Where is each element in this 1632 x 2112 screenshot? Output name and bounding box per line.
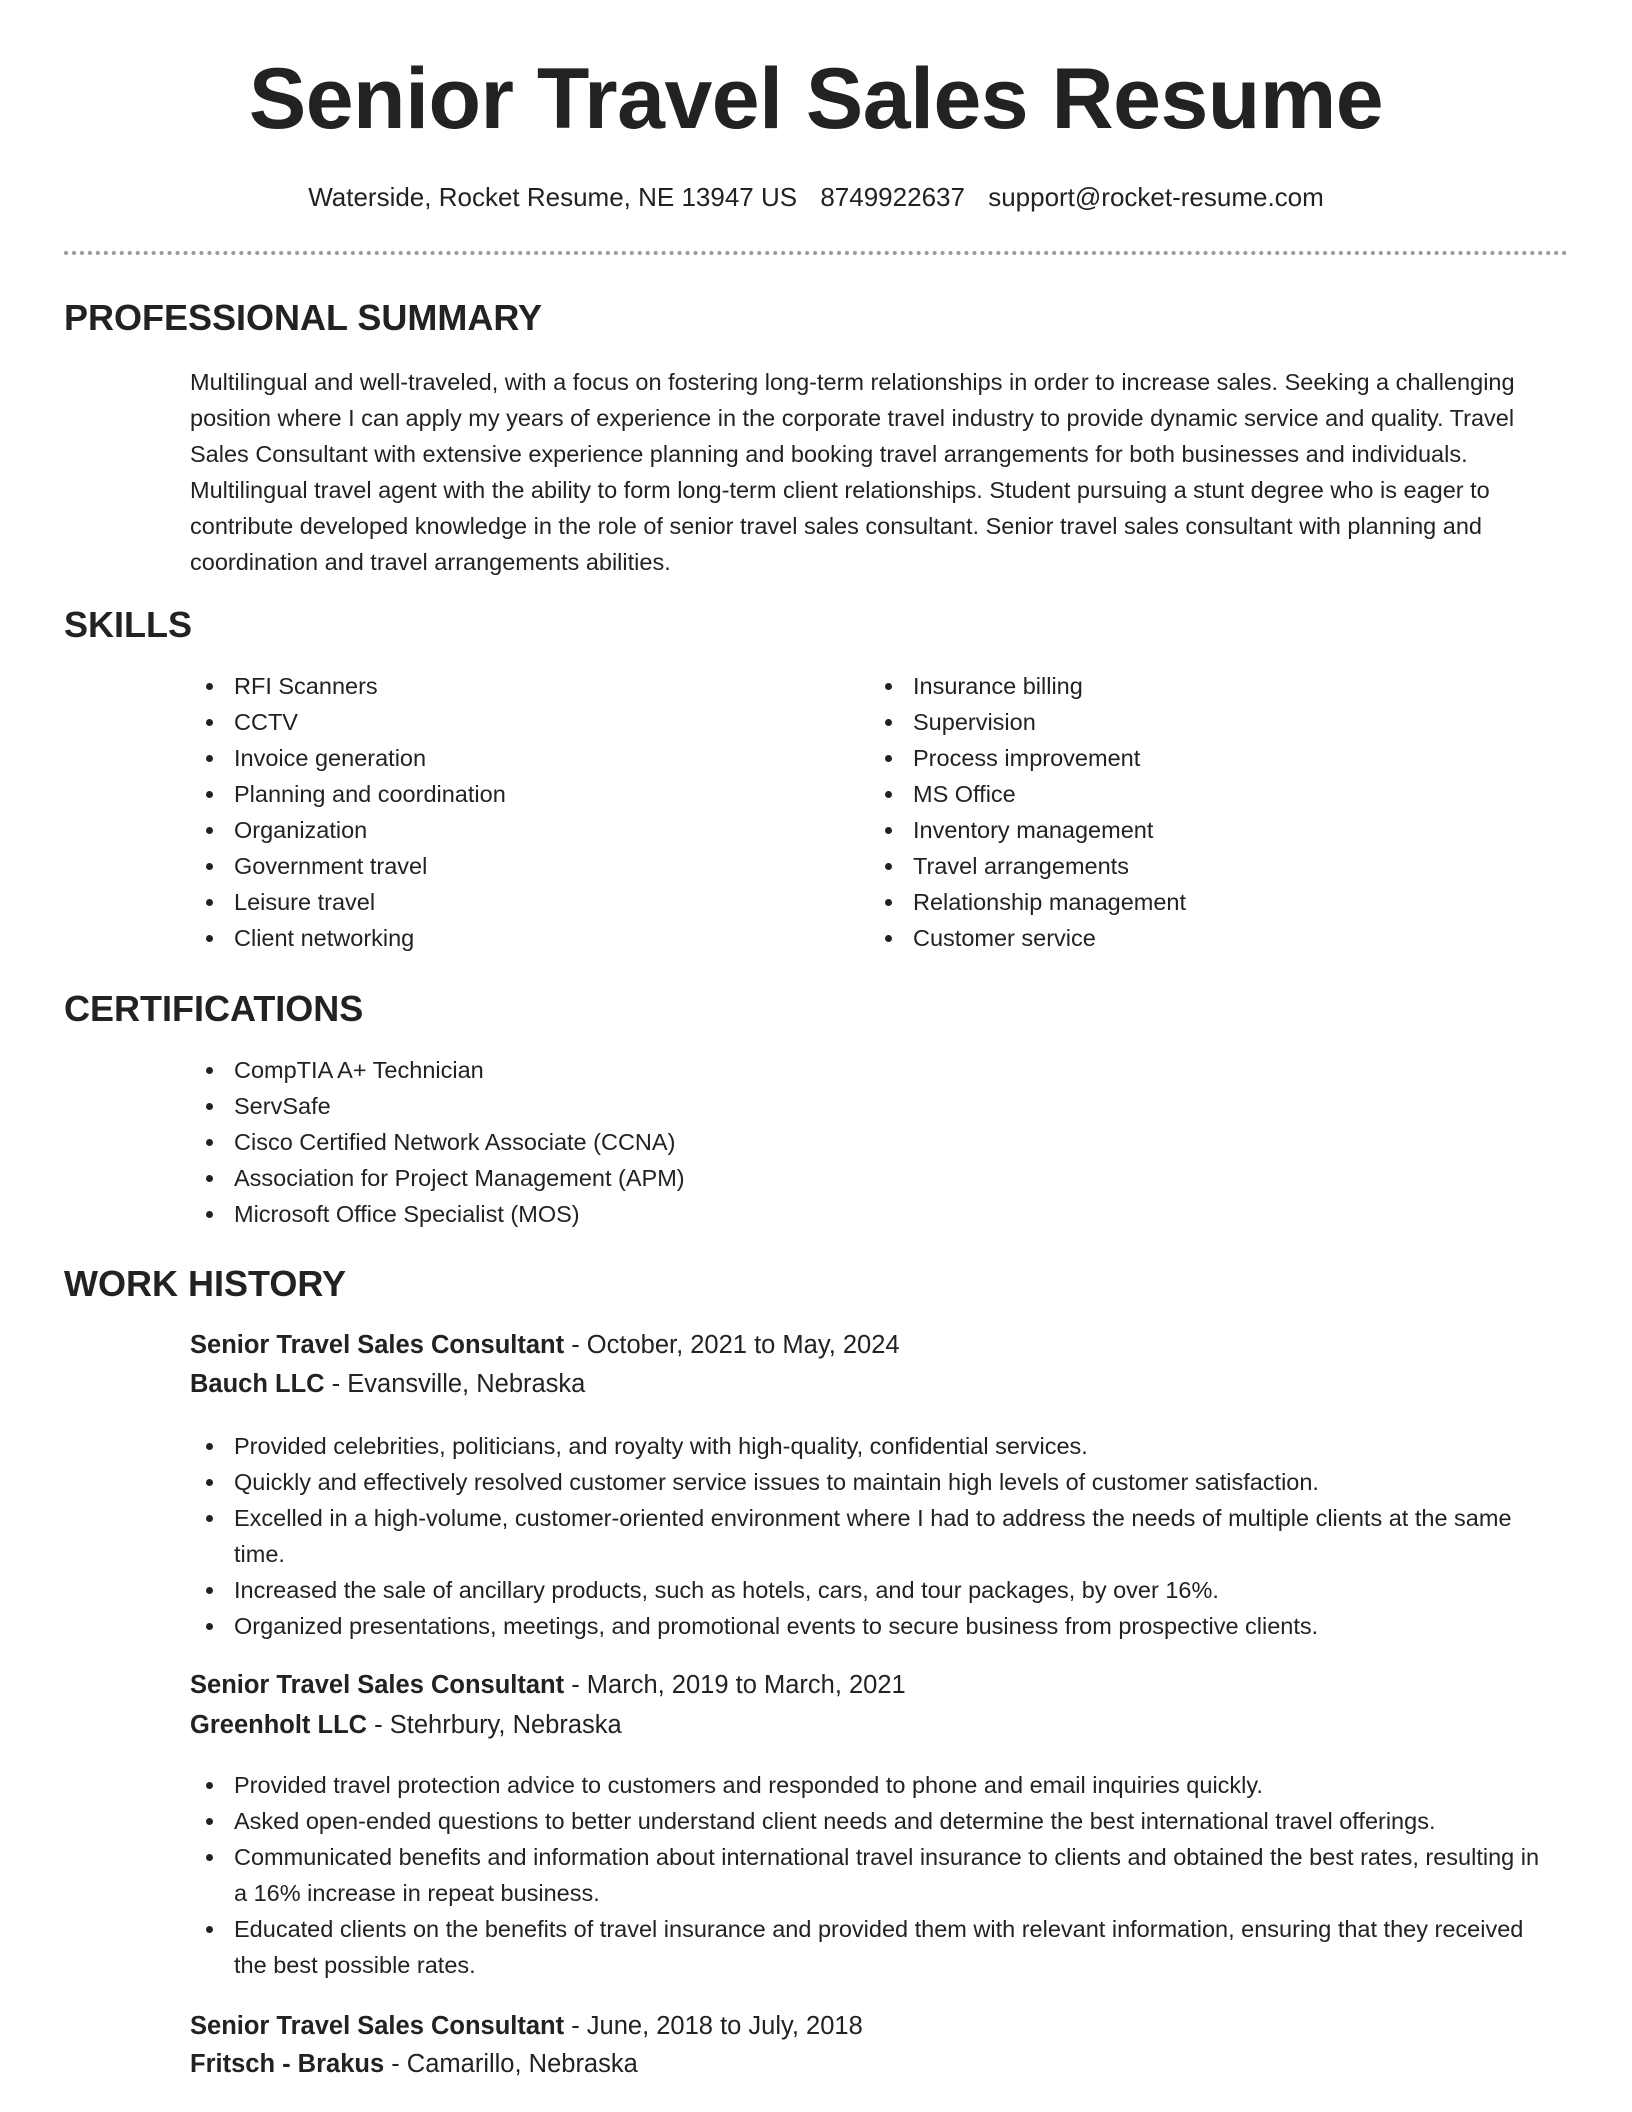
job-company: Bauch LLC <box>190 1370 325 1398</box>
header-divider <box>64 251 1568 255</box>
job-title-line <box>190 2007 863 2045</box>
job-company: Greenholt LLC <box>190 1711 368 1739</box>
job-dates: - October, 2021 to May, 2024 <box>564 1331 900 1359</box>
skill-item: Inventory management <box>869 812 1519 848</box>
certification-item: ServSafe <box>190 1088 1490 1124</box>
job-bullet: Provided celebrities, politicians, and royalty with high-quality, confidential services. <box>190 1428 1550 1464</box>
job-title-line <box>190 1666 906 1704</box>
job-company-line <box>190 1365 585 1403</box>
job-bullets <box>190 1767 1550 1983</box>
skills-list-right <box>869 668 1519 956</box>
skill-item: CCTV <box>190 704 840 740</box>
job-company: Fritsch - Brakus <box>190 2050 385 2078</box>
work-history-heading: WORK HISTORY <box>64 1263 347 1304</box>
job-company-line <box>190 1706 622 1744</box>
contact-line <box>0 182 1632 213</box>
job-location: - Evansville, Nebraska <box>324 1370 586 1398</box>
certification-item: Microsoft Office Specialist (MOS) <box>190 1196 1490 1232</box>
job-location: - Camarillo, Nebraska <box>384 2050 638 2078</box>
job-dates: - June, 2018 to July, 2018 <box>564 2012 863 2040</box>
skills-heading: SKILLS <box>64 604 193 645</box>
certification-item: Cisco Certified Network Associate (CCNA) <box>190 1124 1490 1160</box>
job-bullet: Asked open-ended questions to better understand client needs and determine the best international travel offerings. <box>190 1803 1550 1839</box>
job-title: Senior Travel Sales Consultant <box>190 1671 565 1699</box>
skill-item: Travel arrangements <box>869 848 1519 884</box>
job-location: - Stehrbury, Nebraska <box>367 1711 622 1739</box>
skills-list-left <box>190 668 840 956</box>
job-bullet: Increased the sale of ancillary products, such as hotels, cars, and tour packages, by over 16%. <box>190 1572 1550 1608</box>
contact-email: support@rocket-resume.com <box>988 182 1324 212</box>
job-bullet: Quickly and effectively resolved customer service issues to maintain high levels of customer satisfaction. <box>190 1464 1550 1500</box>
job-title: Senior Travel Sales Consultant <box>190 2012 565 2040</box>
resume-title: Senior Travel Sales Resume <box>248 51 1384 147</box>
job-bullet: Organized presentations, meetings, and promotional events to secure business from prospective clients. <box>190 1608 1550 1644</box>
certifications-heading: CERTIFICATIONS <box>64 988 364 1029</box>
skill-item: Organization <box>190 812 840 848</box>
job-title: Senior Travel Sales Consultant <box>190 1331 565 1359</box>
job-company-line <box>190 2045 638 2083</box>
certification-item: Association for Project Management (APM) <box>190 1160 1490 1196</box>
contact-phone: 8749922637 <box>820 182 965 212</box>
skill-item: Planning and coordination <box>190 776 840 812</box>
skill-item: Supervision <box>869 704 1519 740</box>
job-bullets <box>190 1428 1550 1644</box>
job-bullet: Educated clients on the benefits of travel insurance and provided them with relevant information, ensuring that they received the best possible rates. <box>190 1911 1550 1983</box>
skill-item: MS Office <box>869 776 1519 812</box>
skill-item: Invoice generation <box>190 740 840 776</box>
job-bullet: Provided travel protection advice to customers and responded to phone and email inquiries quickly. <box>190 1767 1550 1803</box>
skill-item: Relationship management <box>869 884 1519 920</box>
summary-heading: PROFESSIONAL SUMMARY <box>64 297 543 338</box>
summary-text: Multilingual and well-traveled, with a focus on fostering long-term relationships in order to increase sales. Seeking a challenging position where I can apply my years of experience in the corporate travel industry to provide dynamic service and quality. Travel Sales Consultant with extensive experience planning and booking travel arrangements for both businesses and individuals. Multilingual travel agent with the ability to form long-term client relationships. Student pursuing a stunt degree who is eager to contribute developed knowledge in the role of senior travel sales consultant. Senior travel sales consultant with planning and coordination and travel arrangements abilities. <box>190 369 1515 575</box>
skill-item: Insurance billing <box>869 668 1519 704</box>
certification-item: CompTIA A+ Technician <box>190 1052 1490 1088</box>
certifications-list <box>190 1052 1490 1232</box>
skill-item: Process improvement <box>869 740 1519 776</box>
job-title-line <box>190 1326 900 1364</box>
skill-item: RFI Scanners <box>190 668 840 704</box>
job-bullet: Excelled in a high-volume, customer-oriented environment where I had to address the needs of multiple clients at the same time. <box>190 1500 1550 1572</box>
job-dates: - March, 2019 to March, 2021 <box>564 1671 906 1699</box>
skill-item: Customer service <box>869 920 1519 956</box>
skill-item: Government travel <box>190 848 840 884</box>
job-bullet: Communicated benefits and information about international travel insurance to clients and obtained the best rates, resulting in a 16% increase in repeat business. <box>190 1839 1550 1911</box>
contact-address: Waterside, Rocket Resume, NE 13947 US <box>308 182 798 212</box>
skill-item: Leisure travel <box>190 884 840 920</box>
skill-item: Client networking <box>190 920 840 956</box>
